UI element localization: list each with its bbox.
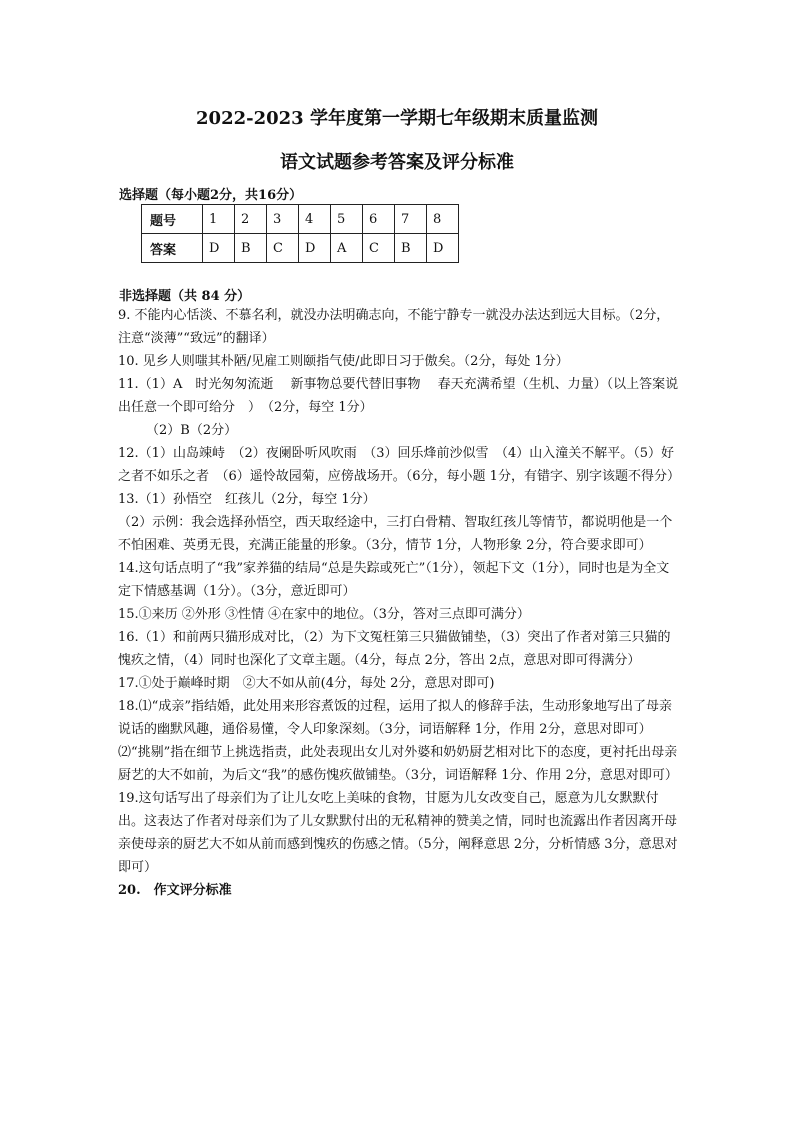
table-cell: A xyxy=(331,234,363,263)
answer-line: 9. 不能内心恬淡、不慕名利，就没办法明确志向，不能宁静专一就没办法达到远大目标。（2分，注意“淡薄”“致远”的翻译） xyxy=(118,308,670,346)
table-row xyxy=(142,234,459,263)
answer-line: 19.这句话写出了母亲们为了让儿女吃上美味的食物，甘愿为儿女改变自己，愿意为儿女默默付出。这表达了作者对母亲们为了儿女默默付出的无私精神的赞美之情，同时也流露出作者因离开母亲使母亲的厨艺大不如从前而感到愧疚的伤感之情。（5分，阐释意思 2分，分析情感 3分，意思对即可） xyxy=(118,791,678,875)
answer-table xyxy=(141,204,459,263)
section-heading-choice: 选择题（每小题2分，共16分） xyxy=(119,188,303,203)
answer-line: 20. 作文评分标准 xyxy=(118,883,232,898)
table-cell: 7 xyxy=(395,205,427,234)
answer-line: 15.①来历 ②外形 ③性情 ④在家中的地位。（3分，答对三点即可满分） xyxy=(118,607,530,622)
table-cell: 1 xyxy=(203,205,235,234)
answer-line: （2）B（2分） xyxy=(146,423,238,438)
answer-line: 14.这句话点明了“我”家养猫的结局“总是失踪或死亡”（1分），领起下文（1分），同时也是为全文定下情感基调（1分）。（3分，意近即可） xyxy=(118,561,670,599)
table-cell: 答案 xyxy=(142,234,203,263)
table-cell: 6 xyxy=(363,205,395,234)
table-cell: 8 xyxy=(427,205,459,234)
document-subtitle: 语文试题参考答案及评分标准 xyxy=(280,152,514,173)
table-cell: 5 xyxy=(331,205,363,234)
answer-line: 12.（1）山岛竦峙 （2）夜阑卧听风吹雨 （3）回乐烽前沙似雪 （4）山入潼关不解平。（5）好之者不如乐之者 （6）遥怜故园菊，应傍战场开。（6分，每小题 1分，有错字、别字该题不得分） xyxy=(118,446,680,484)
answer-line: ⑵“挑剔”指在细节上挑选指责，此处表现出女儿对外婆和奶奶厨艺相对比下的态度，更衬托出母亲厨艺的大不如前，为后文“我”的感伤愧疚做铺垫。（3分，词语解释 1分、作用 2分，意思对即可） xyxy=(118,745,678,783)
answer-line: 18.⑴“成亲”指结婚，此处用来形容煮饭的过程，运用了拟人的修辞手法，生动形象地写出了母亲说话的幽默风趣，通俗易懂，令人印象深刻。（3分，词语解释 1分，作用 2分，意思对即可） xyxy=(118,699,672,737)
answer-line: 17.①处于巅峰时期 ②大不如从前(4分，每处 2分，意思对即可) xyxy=(118,676,495,691)
table-cell: C xyxy=(267,234,299,263)
table-cell: D xyxy=(299,234,331,263)
table-cell: D xyxy=(203,234,235,263)
answer-body xyxy=(118,304,680,902)
table-cell: D xyxy=(427,234,459,263)
table-cell: 3 xyxy=(267,205,299,234)
table-cell: B xyxy=(235,234,267,263)
table-cell: 4 xyxy=(299,205,331,234)
table-cell: 题号 xyxy=(142,205,203,234)
answer-line: （2）示例：我会选择孙悟空，西天取经途中，三打白骨精、智取红孩儿等情节，都说明他是一个不怕困难、英勇无畏，充满正能量的形象。（3分，情节 1分，人物形象 2分，符合要求即可） xyxy=(118,515,673,553)
table-row xyxy=(142,205,459,234)
section-heading-nonchoice: 非选择题（共 84 分） xyxy=(119,289,251,304)
table-cell: 2 xyxy=(235,205,267,234)
answer-line: 16.（1）和前两只猫形成对比，（2）为下文冤枉第三只猫做铺垫，（3）突出了作者对第三只猫的愧疚之情，（4）同时也深化了文章主题。（4分，每点 2分，答出 2点，意思对即可得满分） xyxy=(118,630,671,668)
table-cell: C xyxy=(363,234,395,263)
document-title: 2022-2023 学年度第一学期七年级期末质量监测 xyxy=(196,108,598,129)
answer-line: 13.（1）孙悟空 红孩儿（2分，每空 1分） xyxy=(118,492,376,507)
answer-line: 10. 见乡人则嗤其朴陋/见雇工则颐指气使/此即日习于傲矣。（2分，每处 1分） xyxy=(118,354,569,369)
table-cell: B xyxy=(395,234,427,263)
answer-line: 11.（1）A 时光匆匆流逝 新事物总要代替旧事物 春天充满希望（生机、力量）（以上答案说出任意一个即可给分 ） （2分，每空 1分） xyxy=(118,377,679,415)
